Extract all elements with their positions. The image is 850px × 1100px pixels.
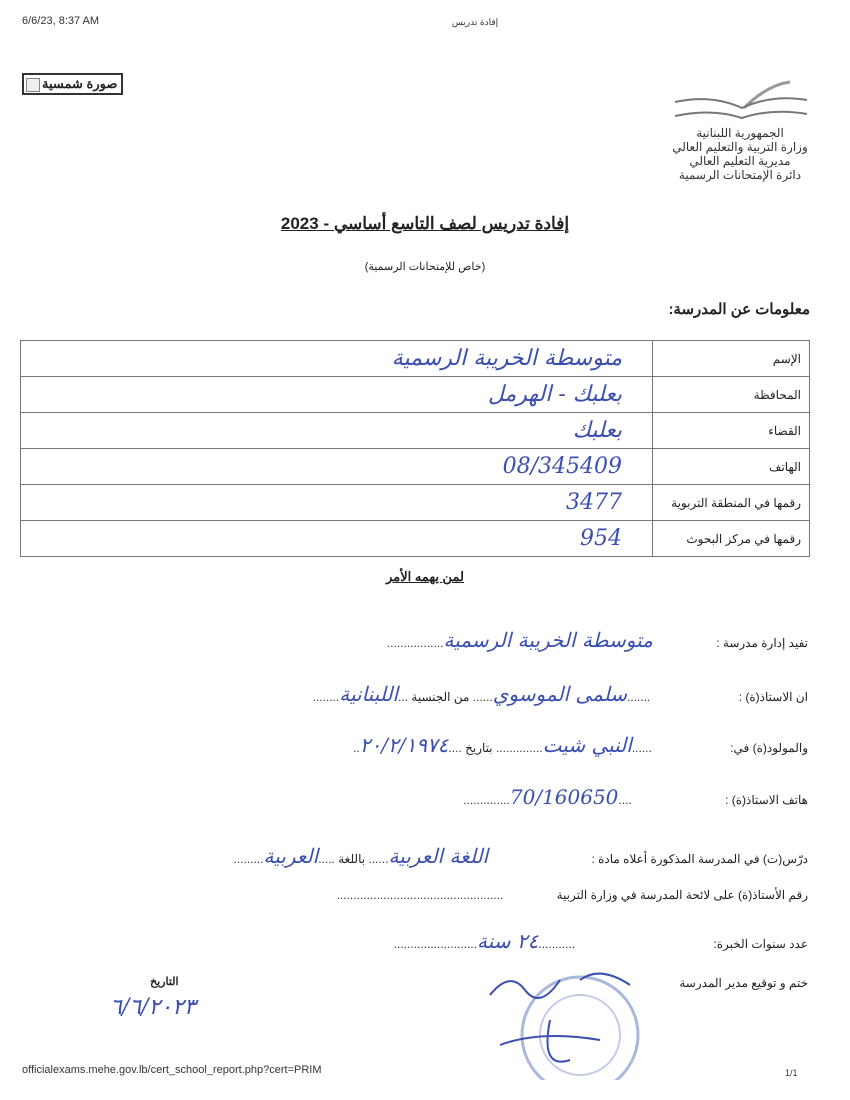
subject-value: اللغة العربية <box>388 844 489 868</box>
field-label: رقمها في المنطقة التربوية <box>653 485 810 521</box>
table-row <box>21 449 810 485</box>
ministry-number-row: رقم الأستاذ(ة) على لائحة المدرسة في وزارة التربية .................................................. <box>336 888 808 902</box>
teacher-row: ان الاستاذ(ة) : .......سلمى الموسوي...... من الجنسية ...اللبنانية........ <box>312 682 808 706</box>
teacher-name-value: سلمى الموسوي <box>492 682 628 706</box>
field-value: 3477 <box>21 485 653 521</box>
field-label: المحافظة <box>653 377 810 413</box>
ministry-header <box>640 126 840 182</box>
birth-date-value: ٢٠/٢/١٩٧٤ <box>359 733 449 757</box>
photo-label: صورة شمسية <box>42 76 118 91</box>
footer-page-number: 1/1 <box>785 1068 798 1078</box>
signature-label: ختم و توقيع مدير المدرسة <box>679 976 808 990</box>
label: درّس(ت) في المدرسة المذكورة أعلاه مادة : <box>591 852 808 866</box>
ministry-line: الجمهورية اللبنانية <box>696 126 784 140</box>
label: من الجنسية <box>411 690 470 704</box>
field-value: بعلبك <box>21 413 653 449</box>
label: باللغة <box>338 852 366 866</box>
subject-row: درّس(ت) في المدرسة المذكورة أعلاه مادة : اللغة العربية...... باللغة .....العربية......... <box>233 844 808 868</box>
photo-placeholder <box>22 73 123 95</box>
school-stamp-signature <box>480 960 680 1080</box>
school-row: تفيد إدارة مدرسة : متوسطة الخريبة الرسمية................. <box>386 628 808 652</box>
experience-value: ٢٤ سنة <box>477 929 539 953</box>
ministry-line: وزارة التربية والتعليم العالي <box>672 140 808 154</box>
label: تفيد إدارة مدرسة : <box>716 636 808 650</box>
print-datetime: 6/6/23, 8:37 AM <box>22 15 100 27</box>
label: بتاريخ <box>465 741 493 755</box>
label: ان الاستاذ(ة) : <box>738 690 808 704</box>
nationality-value: اللبنانية <box>339 682 399 706</box>
field-value: بعلبك - الهرمل <box>21 377 653 413</box>
teacher-phone-value: 70/160650 <box>509 785 619 809</box>
field-label: رقمها في مركز البحوث <box>653 521 810 557</box>
birth-row: والمولود(ة) في: ......النبي شيت.............. بتاريخ ....٢٠/٢/١٩٧٤.. <box>353 733 808 757</box>
table-row <box>21 341 810 377</box>
ministry-line: مديرية التعليم العالي <box>689 154 791 168</box>
language-value: العربية <box>263 844 319 868</box>
field-label: القضاء <box>653 413 810 449</box>
document-subtitle: (خاص للإمتحانات الرسمية) <box>364 261 486 273</box>
school-section-heading: معلومات عن المدرسة: <box>668 301 810 318</box>
table-row <box>21 413 810 449</box>
field-value: 954 <box>21 521 653 557</box>
broken-image-icon <box>26 78 40 92</box>
field-label: الهاتف <box>653 449 810 485</box>
experience-row: عدد سنوات الخبرة: ...........٢٤ سنة......................... <box>393 929 808 953</box>
teacher-phone-row: هاتف الاستاذ(ة) : ....70/160650.............. <box>463 785 808 809</box>
date-value: ٦/٦/٢٠٢٣ <box>110 995 196 1020</box>
field-label: الإسم <box>653 341 810 377</box>
to-whom-heading: لمن يهمه الأمر <box>386 569 464 584</box>
field-value: 08/345409 <box>21 449 653 485</box>
label: هاتف الاستاذ(ة) : <box>725 793 808 807</box>
label: والمولود(ة) في: <box>730 741 808 755</box>
school-info-table <box>20 340 810 557</box>
label: رقم الأستاذ(ة) على لائحة المدرسة في وزارة التربية <box>556 888 808 902</box>
date-label: التاريخ <box>150 976 179 988</box>
table-row <box>21 485 810 521</box>
table-row <box>21 521 810 557</box>
ministry-line: دائرة الإمتحانات الرسمية <box>678 168 802 182</box>
document-title: إفادة تدريس لصف التاسع أساسي - 2023 <box>280 214 570 233</box>
print-page-title: إفادة تدريس <box>451 17 499 27</box>
footer-url: officialexams.mehe.gov.lb/cert_school_report.php?cert=PRIM <box>22 1064 322 1076</box>
label: عدد سنوات الخبرة: <box>713 937 808 951</box>
school-name-value: متوسطة الخريبة الرسمية <box>443 628 653 652</box>
ministry-logo <box>672 80 812 124</box>
field-value: متوسطة الخريبة الرسمية <box>21 341 653 377</box>
table-row <box>21 377 810 413</box>
birth-place-value: النبي شيت <box>542 733 632 757</box>
